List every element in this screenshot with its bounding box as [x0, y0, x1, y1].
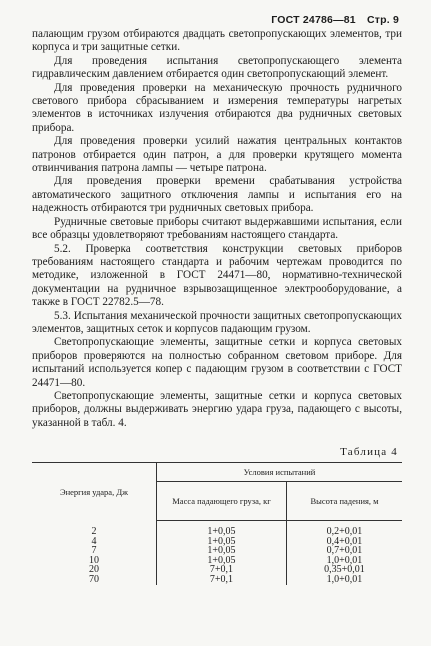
- page-header: [263, 14, 399, 26]
- energy-cell: 4: [32, 537, 157, 547]
- height-cell: 1,0+0,01: [326, 554, 363, 566]
- mass-cell: 7+0,1: [157, 565, 287, 575]
- mass-cell: 1+0,05: [157, 521, 287, 537]
- mass-cell: 1+0,05: [157, 546, 287, 556]
- paragraph: 5.2. Проверка соответствия конструкции световых приборов требованиям настоящего стандарта и рабочим чертежам проводится по методике, изложенной в ГОСТ 24471—80, нормативно-технической документации на рудничное взрывозащищенное электрооборудование, а также в ГОСТ 22782.5—78.: [32, 242, 402, 309]
- height-cell: 1,0+0,01: [326, 573, 363, 585]
- test-conditions-header: Условия испытаний: [157, 463, 403, 482]
- energy-cell: 20: [32, 565, 157, 575]
- mass-cell: 1+0,05: [157, 556, 287, 566]
- mass-cell: 1+0,05: [157, 537, 287, 547]
- paragraph: Светопропускающие элементы, защитные сетки и корпуса световых приборов проверяются на полностью собранном световом приборе. Для испытаний используется копер с падающим грузом в соответствии с ГОСТ 24471—80.: [32, 336, 402, 389]
- energy-cell: 70: [32, 575, 157, 585]
- paragraph: 5.3. Испытания механической прочности защитных светопропускающих элементов, защитных сеток и корпусов падающим грузом.: [32, 309, 402, 335]
- energy-cell: 2: [32, 521, 157, 537]
- height-cell: 0,2+0,01: [326, 526, 363, 537]
- height-cell: 0,35+0,01: [324, 564, 365, 576]
- mass-column-header: Масса падающего груза, кг: [157, 482, 287, 521]
- mass-cell: 7+0,1: [157, 575, 287, 585]
- energy-cell: 10: [32, 556, 157, 566]
- energy-cell: 7: [32, 546, 157, 556]
- table-row: [32, 575, 402, 585]
- paragraph: Светопропускающие элементы, защитные сетки и корпуса световых приборов, должны выдерживать энергию удара груза, падающего с высоты, указанной в табл. 4.: [32, 389, 402, 429]
- paragraph: Для проведения проверки усилий нажатия центральных контактов патронов отбирается один патрон, а для проверки крутящего момента отвинчивания патрона лампы — четыре патрона.: [32, 135, 402, 175]
- paragraph: палающим грузом отбираются двадцать светопропускающих элементов, три корпуса и три защитные сетки.: [32, 28, 402, 54]
- energy-column-header: Энергия удара, Дж: [32, 463, 157, 521]
- height-cell: 0,4+0,01: [326, 535, 363, 547]
- standard-number: ГОСТ 24786—81: [271, 14, 356, 26]
- table-caption: Таблица 4: [340, 446, 398, 458]
- paragraph: Для проведения проверки на механическую прочность рудничного светового прибора сбрасыванием и измерения температуры нагретых элементов в источниках излучения отбираются два рудничных световых прибора.: [32, 81, 402, 134]
- table-row: [32, 521, 402, 537]
- body-text: [32, 28, 402, 430]
- paragraph: Для проведения проверки времени срабатывания устройства автоматического защитного отключения лампы и испытания его на надежность отбираются три рудничных световых прибора.: [32, 175, 402, 215]
- page-number: Стр. 9: [366, 14, 399, 26]
- height-column-header: Высота падения, м: [287, 482, 403, 521]
- paragraph: Для проведения испытания светопропускающего элемента гидравлическим давлением отбирается один светопропускающий элемент.: [32, 54, 402, 81]
- impact-energy-table: [32, 462, 402, 585]
- height-cell: 0,7+0,01: [326, 545, 363, 557]
- paragraph: Рудничные световые приборы считают выдержавшими испытания, если все образцы удовлетворяют требованиям настоящего стандарта.: [32, 215, 402, 242]
